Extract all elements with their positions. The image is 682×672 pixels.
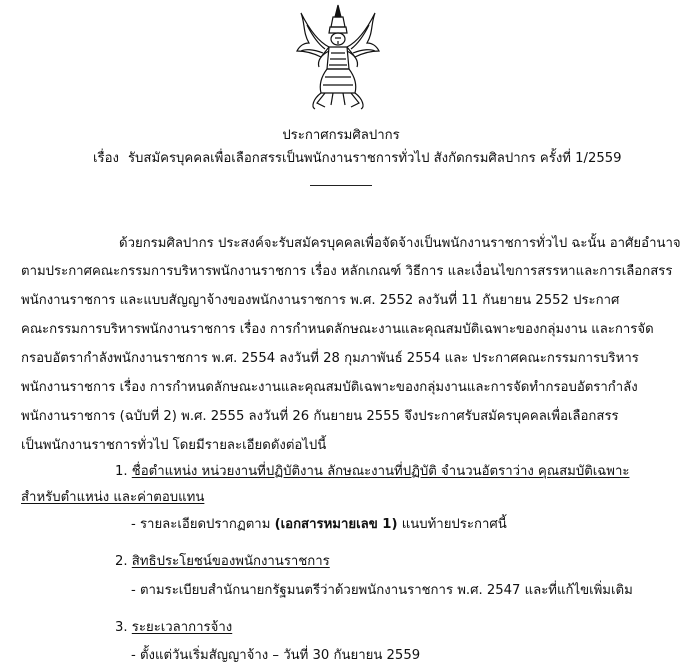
section-1-detail: - รายละเอียดปรากฏตาม (เอกสารหมายเลข 1) แนบท้ายประกาศนี้ — [131, 517, 507, 532]
title-divider — [310, 185, 372, 186]
paragraph-line: คณะกรรมการบริหารพนักงานราชการ เรื่อง การกำหนดลักษณะงานและคุณสมบัติเฉพาะของกลุ่มงาน และการจัด — [21, 322, 654, 337]
section-number: 3. — [115, 620, 128, 635]
section-3-detail: - ตั้งแต่วันเริ่มสัญญาจ้าง – วันที่ 30 กันยายน 2559 — [131, 648, 421, 663]
paragraph-line: ตามประกาศคณะกรรมการบริหารพนักงานราชการ เรื่อง หลักเกณฑ์ วิธีการ และเงื่อนไขการสรรหาและการเลือกสรร — [21, 264, 673, 279]
section-heading-text: ระยะเวลาการจ้าง — [131, 620, 233, 635]
paragraph-line: พนักงานราชการ (ฉบับที่ 2) พ.ศ. 2555 ลงวันที่ 26 กันยายน 2555 จึงประกาศรับสมัครบุคคลเพื่อเลือกสรร — [21, 409, 619, 424]
paragraph-line: พนักงานราชการ เรื่อง การกำหนดลักษณะงานและคุณสมบัติเฉพาะของกลุ่มงานและการจัดทำกรอบอัตรากำลัง — [21, 380, 638, 395]
section-1-heading — [115, 464, 629, 480]
section-heading-text: สิทธิประโยชน์ของพนักงานราชการ — [131, 554, 330, 569]
section-heading-text: ชื่อตำแหน่ง หน่วยงานที่ปฏิบัติงาน ลักษณะงานที่ปฏิบัติ จำนวนอัตราว่าง คุณสมบัติเฉพาะ — [131, 464, 630, 479]
section-2-heading — [115, 554, 330, 570]
subject-text: รับสมัครบุคคลเพื่อเลือกสรรเป็นพนักงานราชการทั่วไป สังกัดกรมศิลปากร ครั้งที่ 1/2559 — [127, 151, 622, 166]
paragraph-line: กรอบอัตรากำลังพนักงานราชการ พ.ศ. 2554 ลงวันที่ 28 กุมภาพันธ์ 2554 และ ประกาศคณะกรรมการบริหาร — [21, 351, 639, 366]
section-3-heading — [115, 620, 232, 636]
garuda-emblem-icon — [295, 3, 381, 111]
paragraph-line: พนักงานราชการ และแบบสัญญาจ้างของพนักงานราชการ พ.ศ. 2552 ลงวันที่ 11 กันยายน 2552 ประกาศ — [21, 293, 620, 308]
section-2-detail: - ตามระเบียบสำนักนายกรัฐมนตรีว่าด้วยพนักงานราชการ พ.ศ. 2547 และที่แก้ไขเพิ่มเติม — [131, 583, 633, 598]
paragraph-line: ด้วยกรมศิลปากร ประสงค์จะรับสมัครบุคคลเพื่อจัดจ้างเป็นพนักงานราชการทั่วไป ฉะนั้น อาศัยอำนาจ — [119, 236, 681, 251]
paragraph-line: เป็นพนักงานราชการทั่วไป โดยมีรายละเอียดดังต่อไปนี้ — [21, 438, 327, 453]
section-number: 2. — [115, 554, 128, 569]
section-1-heading-cont: สำหรับตำแหน่ง และค่าตอบแทน — [21, 490, 205, 505]
subject-label: เรื่อง — [93, 151, 119, 166]
subject-line — [93, 151, 622, 167]
section-number: 1. — [115, 464, 128, 479]
document-title: ประกาศกรมศิลปากร — [282, 128, 400, 143]
document-reference: (เอกสารหมายเลข 1) — [274, 517, 398, 532]
